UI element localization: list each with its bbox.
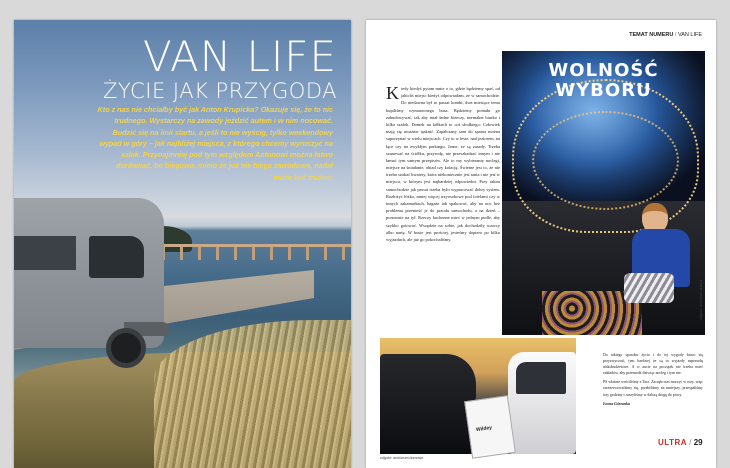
lead-paragraph: Kto z nas nie chciałby być jak Anton Krupicka? Okazuje się, że to nic trudnego. Wystarczy na zawody jeździć autem i w nim nocować. Budzić się na linii startu, a jeśli to nie wyścig, tylko weekendowy wypad w góry – jak najbliżej miejsca, z którego chcemy wyruszyć na szlak. Przynajmniej pod tym względem Antonowi można łatwo dorównać, bo biegowo, mimo że już nie biega zawodowo, nadal może być trudno. [97, 105, 333, 182]
photo-title-line-1: WOLNOŚĆ [548, 60, 659, 81]
dark-van [380, 354, 476, 454]
person-legs [624, 273, 674, 303]
photo-title [502, 61, 705, 101]
article-body [386, 85, 500, 243]
sidebar-paragraph-2: PS właśnie wróciliśmy z Tarz. Zaczęło nas morzyć w rozy, więc zarezerwowaliśmy się, przebiliśmy na mniejszy, przespaliśmy trzy godziny i ruszyliśmy w dalszą drogę do pracy. [603, 380, 703, 397]
article-text: iedy kiedyś pytam mnie o to, gdzie będziemy spać, od jakichś miejsc kiedyś odpowiadam, że w samochodzie. Do niedawna był to passat kombi, dwa miesiące temu kupiliśmy wymarzonego busa. Będziemy pomału go zabudowywać, tak aby miał ładne łóżeczy, normalne biurko i kilka szafek. Domek na kółkach to coś słodkiego: Człowiek mają się uważnie tęsknić. Zapałczany sam do spania można suporzynać w wielu miejscach. Czy to w lesie, nad jeziorem, na łące czy na zwykłym parkingu. Jasne, że są zasady. Trzeba szanować na ściółku, przyrodę, nie przeszkadzać innym i nie łamać tym samym przepisów. Ale to my wybieramy noclegi, miejsce na śniadanie, obiad czy kolację. Świetne jest to, że nie trzeba szukać kwatery, która niekoniecznie jest tania i nie jest w miejscu, w którym jest najbardziej odpowiedni. Przy takim samochodzie jak passat trzeba było wypracować dobry system. Rozłożyć łóżko, mniej więcej trzyosobowe pod fotelami czy w innych zakamarkach, bagaże tak spakować, aby na noc bez problemu przenieść je do przodu samochodu, a na dzień – ponownie na tył. Rzeczy kuchenne mieć w jednym pudle, aby szybko gotować. Wszędzie na sobie, jak dochodziły wzorcy albo nartę. W busie jest prościej, jesteśmy dopiero po kilku wyjazdach, ale już go pokochaliśmy. [386, 86, 500, 242]
section-separator: / [673, 32, 678, 38]
magazine-logo: ULTRA [658, 438, 688, 447]
interior-photo-credit: zdjęcie: archiwum autora [699, 280, 703, 320]
parking-photo [380, 338, 576, 454]
van-interior-photo [502, 51, 705, 335]
board-text: Wildey [475, 424, 493, 434]
bottom-photo-credit: zdjęcie: archiwum domowe [380, 456, 424, 460]
car-window [516, 362, 566, 394]
page-footer [658, 438, 703, 447]
title-line-1: VAN LIFE [142, 32, 337, 81]
section-label [629, 32, 702, 38]
sidebar-text [603, 352, 703, 407]
van-side-window [14, 236, 76, 270]
title-line-2: ŻYCIE JAK PRZYGODA [103, 79, 337, 103]
fence [162, 244, 351, 263]
hero-title [103, 32, 337, 103]
footer-divider: / [689, 438, 692, 447]
van-wheel [106, 328, 146, 368]
person-in-van [624, 203, 694, 333]
photo-title-line-2: WYBORU [555, 80, 652, 101]
van-front-window [89, 236, 144, 278]
section-topic: VAN LIFE [677, 32, 702, 38]
section-name: TEMAT NUMERU [629, 32, 674, 38]
sidebar-paragraph-1: Do takiego sposobu życia i do tej wygody łatwo się przyzwyczaić, tym bardziej że są to wyjazdy naprawdę niskobudżetowe. A w aucie na początek nie trzeba mieć zakładów, aby przemodź dziwiąc nocleg i tym nie. [603, 353, 703, 376]
campervan [14, 198, 174, 374]
fairy-lights-inner [532, 111, 679, 210]
right-page [366, 20, 716, 468]
drop-cap: K [386, 83, 399, 103]
author-name: Iwona Górzanka [603, 401, 630, 406]
page-number: 29 [693, 438, 703, 447]
left-page [14, 20, 351, 468]
